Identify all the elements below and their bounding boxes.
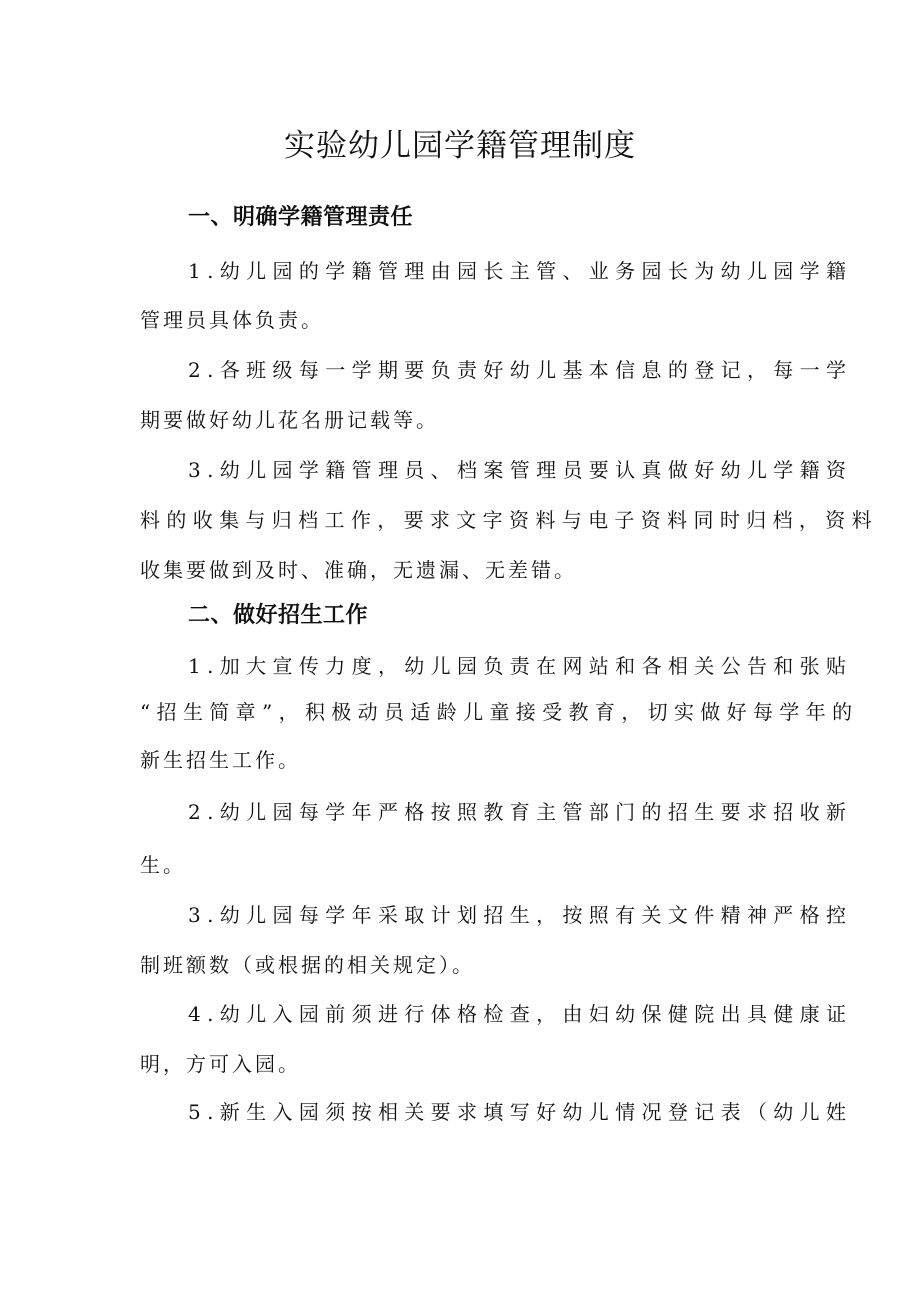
paragraph-line: 5 . 新 生 入 园 须 按 相 关 要 求 填 写 好 幼 儿 情 况 登 记 表 （ 幼 儿 姓: [188, 1100, 847, 1124]
paragraph-line: 4 . 幼 儿 入 园 前 须 进 行 体 格 检 查 ， 由 妇 幼 保 健 院 出 具 健 康 证: [188, 1002, 847, 1026]
paragraph-line: 收集要做到及时、准确，无遗漏、无差错。: [140, 558, 577, 582]
paragraph-line: 2 . 各 班 级 每 一 学 期 要 负 责 好 幼 儿 基 本 信 息 的 登 记 ， 每 一 学: [188, 358, 847, 382]
paragraph-line: 管理员具体负责。: [140, 308, 324, 332]
paragraph-line: 1 . 加 大 宣 传 力 度 ， 幼 儿 园 负 责 在 网 站 和 各 相 关 公 告 和 张 贴: [188, 654, 847, 678]
paragraph-line: 料 的 收 集 与 归 档 工 作 ， 要 求 文 字 资 料 与 电 子 资 料 同 时 归 档 ， 资 料: [140, 508, 872, 532]
paragraph-line: 1 . 幼 儿 园 的 学 籍 管 理 由 园 长 主 管 、 业 务 园 长 为 幼 儿 园 学 籍: [188, 259, 847, 283]
section-heading-2: 二、做好招生工作: [188, 603, 369, 628]
paragraph-line: 新生招生工作。: [140, 748, 301, 772]
paragraph-line: 3 . 幼 儿 园 每 学 年 采 取 计 划 招 生 ， 按 照 有 关 文 件 精 神 严 格 控: [188, 903, 847, 927]
paragraph-line: 2 . 幼 儿 园 每 学 年 严 格 按 照 教 育 主 管 部 门 的 招 生 要 求 招 收 新: [188, 800, 847, 824]
section-heading-1: 一、明确学籍管理责任: [188, 205, 414, 230]
paragraph-line: 制班额数（或根据的相关规定）。: [140, 953, 475, 977]
paragraph-line: 期要做好幼儿花名册记载等。: [140, 408, 439, 432]
paragraph-line: “ 招 生 简 章 ” ， 积 极 动 员 适 龄 儿 童 接 受 教 育 ， 切 实 做 好 每 学 年 的: [140, 700, 853, 724]
paragraph-line: 明，方可入园。: [140, 1052, 301, 1076]
document-title: 实验幼儿园学籍管理制度: [284, 128, 636, 164]
paragraph-line: 生。: [140, 853, 186, 877]
paragraph-line: 3 . 幼 儿 园 学 籍 管 理 员 、 档 案 管 理 员 要 认 真 做 好 幼 儿 学 籍 资: [188, 458, 847, 482]
